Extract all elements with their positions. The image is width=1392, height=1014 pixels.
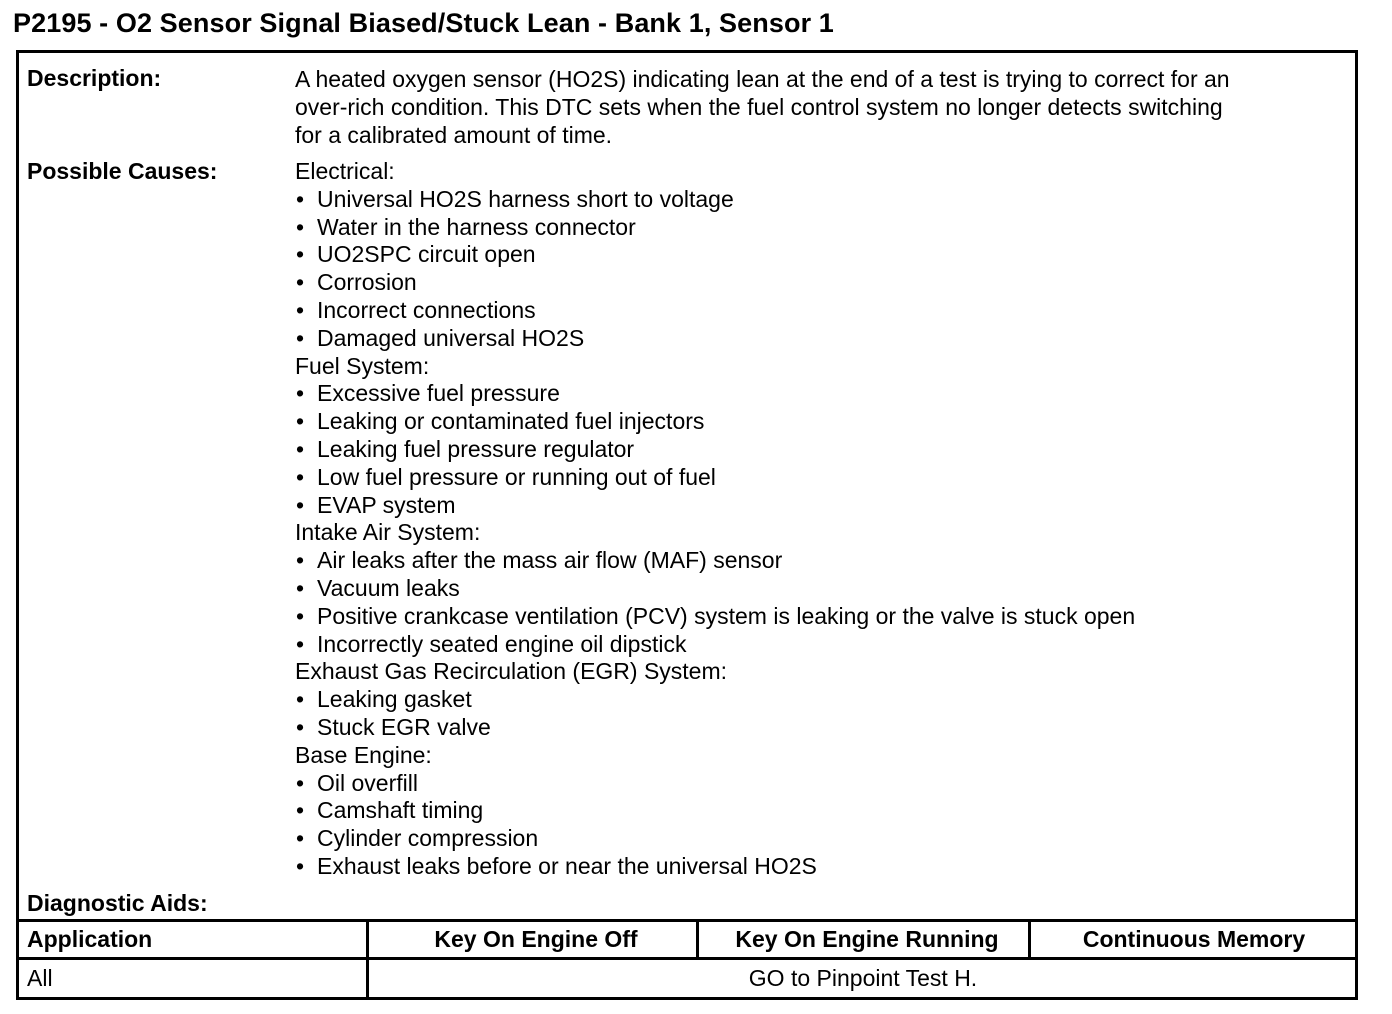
cause-item-text: Incorrectly seated engine oil dipstick xyxy=(317,630,687,657)
cause-item-text: Leaking gasket xyxy=(317,686,472,713)
header-continuous-memory: Continuous Memory xyxy=(1082,926,1306,952)
bullet-icon: • xyxy=(296,574,305,601)
header-key-on-engine-running: Key On Engine Running xyxy=(735,926,999,952)
bullet-icon: • xyxy=(296,296,305,323)
bullet-icon: • xyxy=(296,602,305,629)
list-item xyxy=(295,575,1135,603)
cause-item-text: Stuck EGR valve xyxy=(317,713,491,740)
cause-group-heading: Base Engine: xyxy=(295,741,432,768)
bullet-icon: • xyxy=(296,825,305,852)
list-item xyxy=(295,603,1135,631)
bullet-icon: • xyxy=(296,463,305,490)
bullet-icon: • xyxy=(296,269,305,296)
cause-item-text: Leaking fuel pressure regulator xyxy=(317,435,635,462)
cause-item-text: Corrosion xyxy=(317,269,417,296)
bullet-icon: • xyxy=(296,630,305,657)
cause-item-text: Exhaust leaks before or near the universal HO2S xyxy=(317,852,817,879)
cause-item-text: Low fuel pressure or running out of fuel xyxy=(317,463,716,490)
bullet-icon: • xyxy=(296,185,305,212)
cause-group-heading: Electrical: xyxy=(295,158,395,184)
bullet-icon: • xyxy=(296,213,305,240)
cause-item-text: Universal HO2S harness short to voltage xyxy=(317,185,734,212)
pinpoint-table xyxy=(19,919,1355,997)
possible-causes-label: Possible Causes: xyxy=(27,158,218,184)
bullet-icon: • xyxy=(296,852,305,879)
cause-item-text: UO2SPC circuit open xyxy=(317,241,536,268)
table-row xyxy=(19,960,1355,997)
cause-item-text: EVAP system xyxy=(317,491,456,518)
dtc-info-box xyxy=(16,50,1358,1000)
bullet-icon: • xyxy=(296,547,305,574)
list-item xyxy=(295,853,1135,881)
bullet-icon: • xyxy=(296,380,305,407)
bullet-icon: • xyxy=(296,408,305,435)
bullet-icon: • xyxy=(296,769,305,796)
bullet-icon: • xyxy=(296,324,305,351)
page-title: P2195 - O2 Sensor Signal Biased/Stuck Lean - Bank 1, Sensor 1 xyxy=(13,8,834,38)
description-label: Description: xyxy=(27,65,162,91)
list-item xyxy=(295,686,1135,714)
cause-item-text: Damaged universal HO2S xyxy=(317,324,585,351)
list-item xyxy=(295,770,1135,798)
header-application: Application xyxy=(27,926,153,952)
list-item xyxy=(295,547,1135,575)
list-item xyxy=(295,325,1135,353)
bullet-icon: • xyxy=(296,435,305,462)
diagnostic-aids-label: Diagnostic Aids: xyxy=(27,890,208,916)
cause-item-text: Cylinder compression xyxy=(317,825,539,852)
description-text xyxy=(295,65,1351,149)
cause-item-text: Positive crankcase ventilation (PCV) system is leaking or the valve is stuck open xyxy=(317,602,1136,629)
description-line: for a calibrated amount of time. xyxy=(295,122,613,148)
list-item xyxy=(295,631,1135,659)
list-item xyxy=(295,186,1135,214)
bullet-icon: • xyxy=(296,491,305,518)
possible-causes-list xyxy=(295,158,1135,881)
list-item xyxy=(295,797,1135,825)
header-key-on-engine-off: Key On Engine Off xyxy=(434,926,638,952)
cause-item-text: Incorrect connections xyxy=(317,296,536,323)
cause-item-text: Leaking or contaminated fuel injectors xyxy=(317,408,705,435)
bullet-icon: • xyxy=(296,713,305,740)
cause-item-text: Water in the harness connector xyxy=(317,213,636,240)
list-item xyxy=(295,492,1135,520)
cause-item-text: Vacuum leaks xyxy=(317,574,460,601)
cause-group-heading: Exhaust Gas Recirculation (EGR) System: xyxy=(295,658,728,685)
cell-application: All xyxy=(27,965,53,991)
list-item xyxy=(295,464,1135,492)
table-header-row xyxy=(19,922,1355,960)
list-item xyxy=(295,241,1135,269)
list-item xyxy=(295,297,1135,325)
list-item xyxy=(295,214,1135,242)
cell-action-link[interactable]: GO to Pinpoint Test H. xyxy=(748,965,978,991)
cause-item-text: Oil overfill xyxy=(317,769,418,796)
list-item xyxy=(295,408,1135,436)
cause-item-text: Excessive fuel pressure xyxy=(317,380,560,407)
bullet-icon: • xyxy=(296,686,305,713)
list-item xyxy=(295,380,1135,408)
bullet-icon: • xyxy=(296,241,305,268)
cause-group-heading: Intake Air System: xyxy=(295,519,481,546)
list-item xyxy=(295,269,1135,297)
description-line: A heated oxygen sensor (HO2S) indicating lean at the end of a test is trying to correct for an xyxy=(295,66,1230,92)
cause-group-heading: Fuel System: xyxy=(295,352,430,379)
cause-item-text: Air leaks after the mass air flow (MAF) sensor xyxy=(317,547,783,574)
list-item xyxy=(295,436,1135,464)
list-item xyxy=(295,714,1135,742)
description-line: over-rich condition. This DTC sets when the fuel control system no longer detects switching xyxy=(295,94,1223,120)
cause-item-text: Camshaft timing xyxy=(317,797,484,824)
bullet-icon: • xyxy=(296,797,305,824)
list-item xyxy=(295,825,1135,853)
